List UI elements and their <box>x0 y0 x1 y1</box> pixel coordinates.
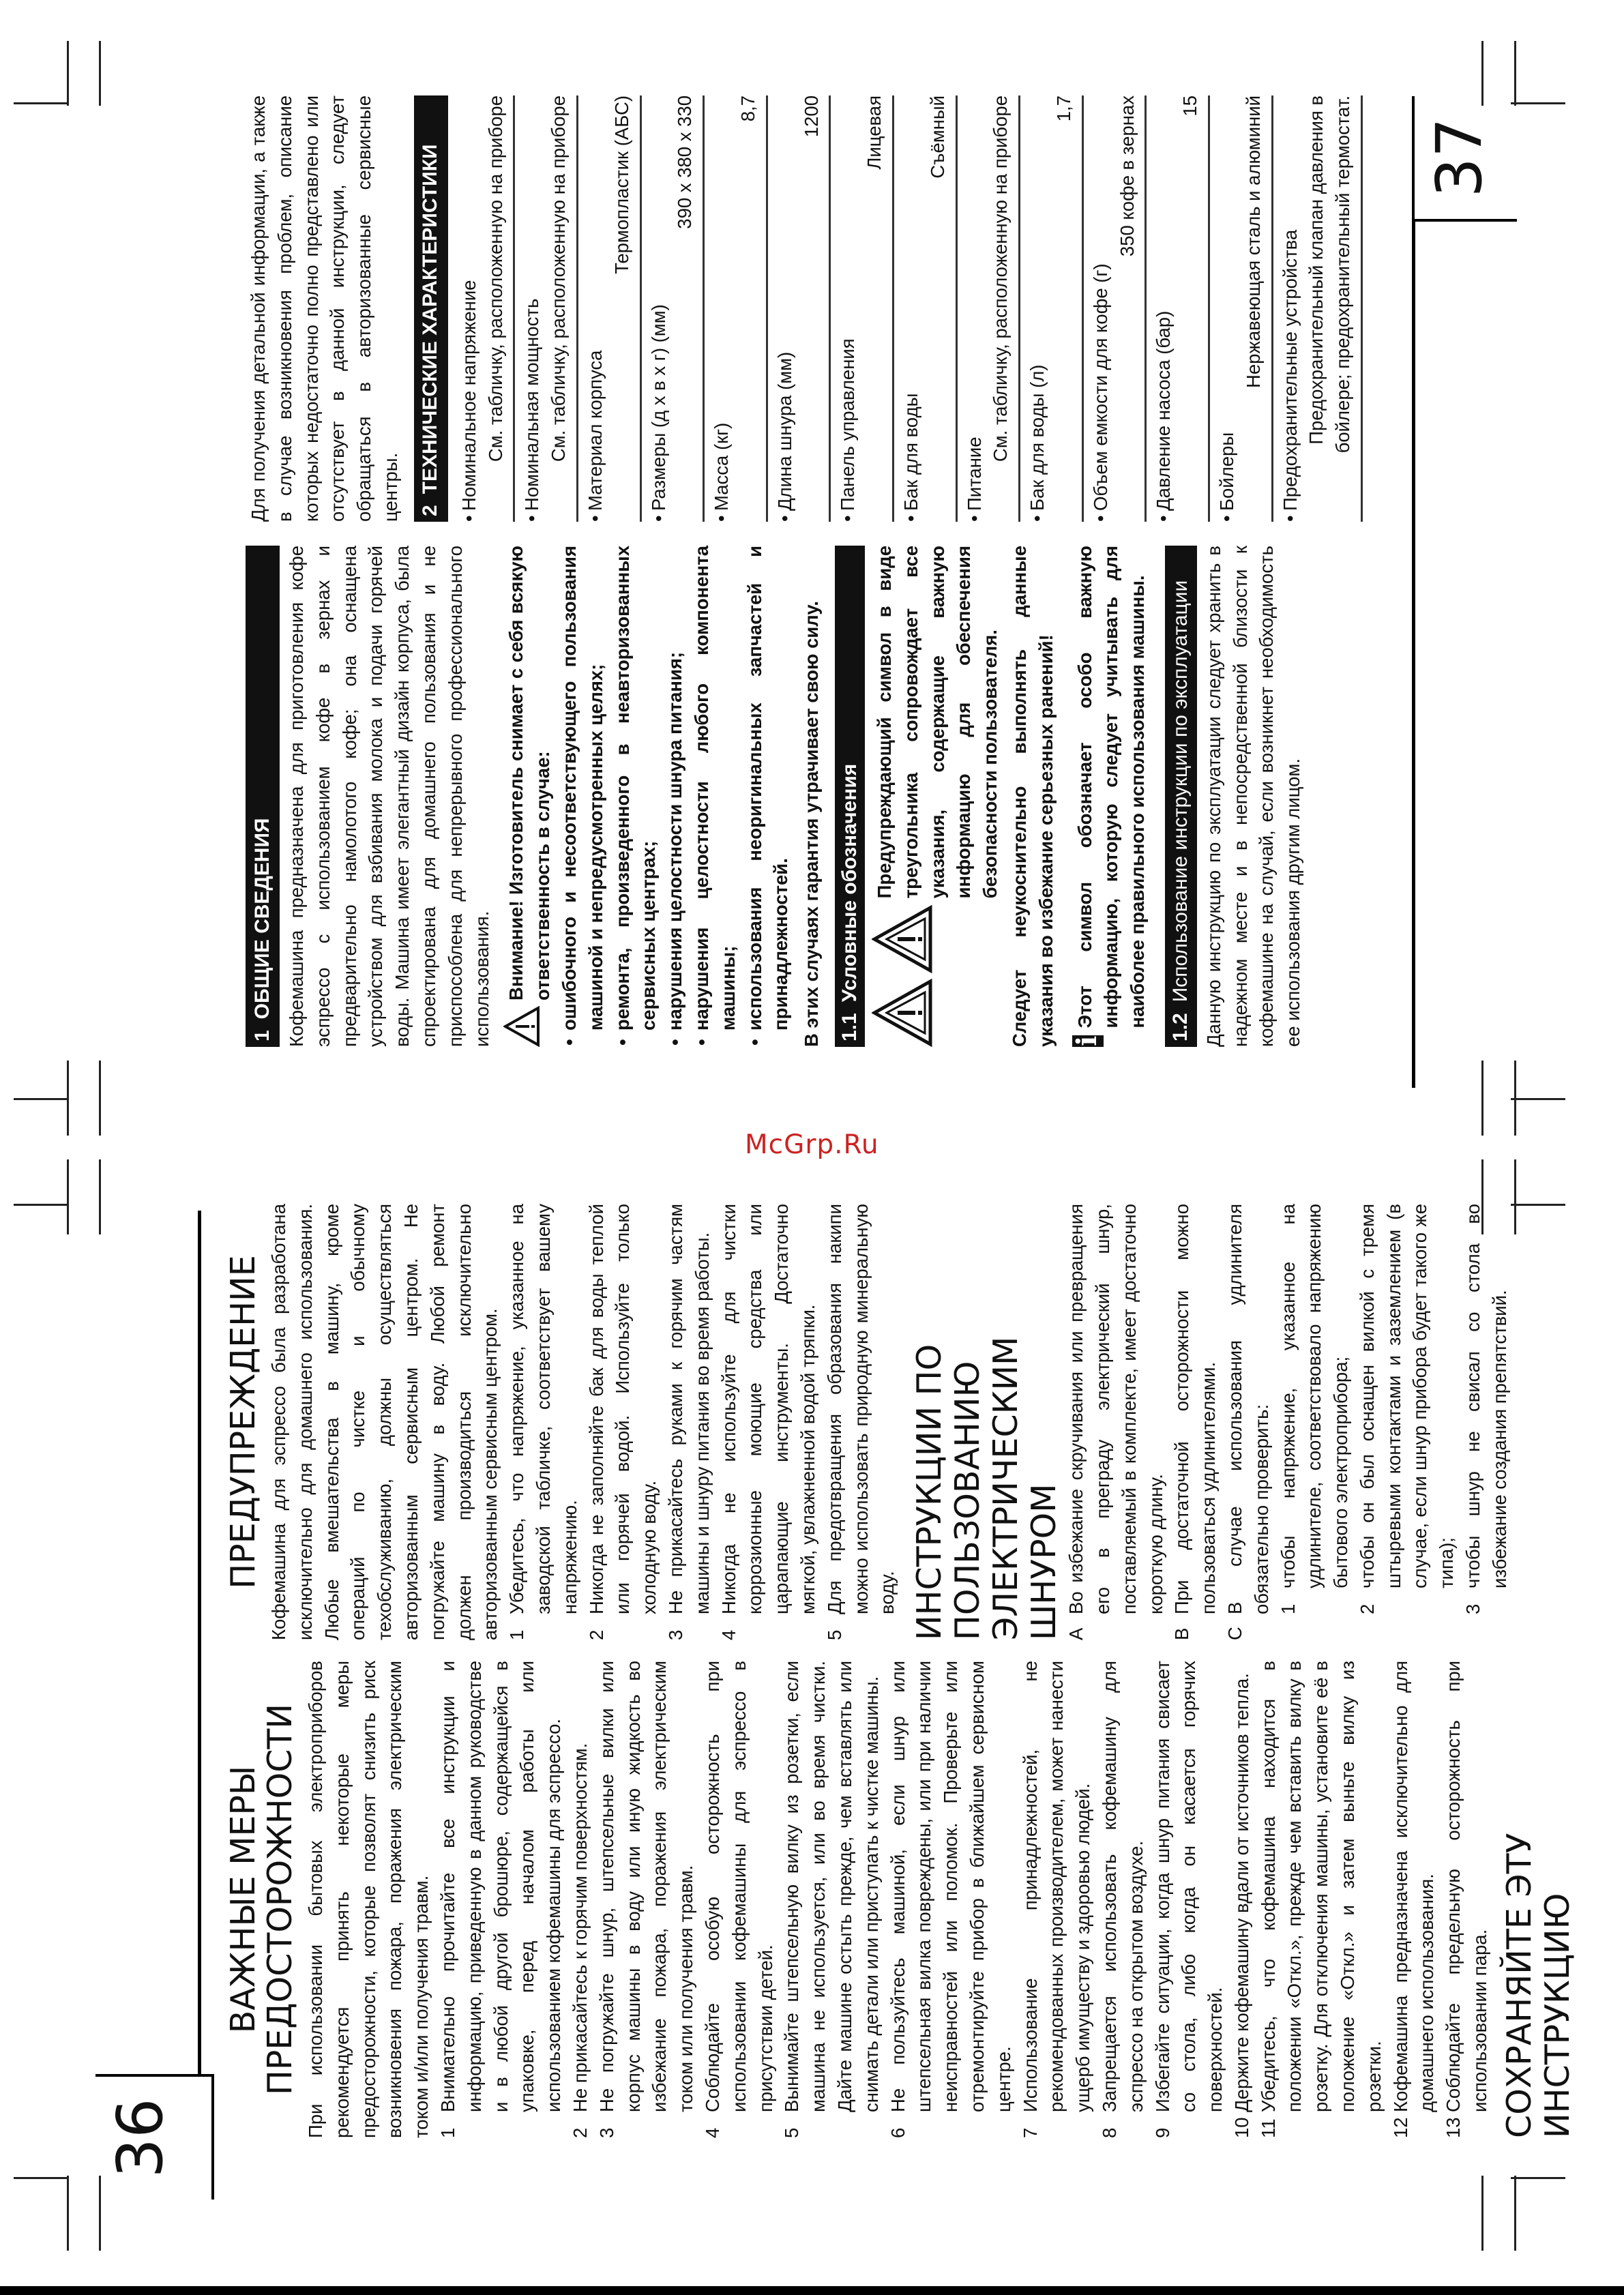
warning-item-number: 5 <box>823 1629 845 1640</box>
section-1-header <box>246 546 280 1047</box>
precaution-item <box>1388 1661 1441 2138</box>
page-37 <box>0 92 1624 1108</box>
section-1-1-title: Условные обозначения <box>838 763 861 1003</box>
section-2-header <box>414 95 448 522</box>
warning-item <box>663 1204 716 1640</box>
page-number: 37 <box>1423 117 1496 198</box>
warning-item <box>822 1204 901 1640</box>
warning-item-text: Никогда не заполняйте бак для воды теплой или горячей водой. Используйте только холодную воду. <box>585 1204 660 1614</box>
section-1-1-number: 1.1 <box>838 1013 861 1041</box>
page-36 <box>0 1204 1624 2200</box>
spec-label: • Бойлеры <box>1214 95 1241 522</box>
spec-label: • Питание <box>962 95 988 522</box>
cord-item-text: При достаточной осторожности можно пользоваться удлинителями. <box>1171 1204 1220 1614</box>
spec-row <box>452 95 516 522</box>
warning-triangle-icon <box>872 905 933 973</box>
precaution-item-number: 2 <box>569 2127 591 2138</box>
precaution-item <box>1229 1661 1256 2138</box>
attention-item: • нарушения целостности шнура питания; <box>662 546 689 1047</box>
spec-row <box>515 95 578 522</box>
spec-value: Лицевая <box>863 95 885 170</box>
precaution-item-text: Запрещается использовать кофемашину для эспрессо на открытом воздухе. <box>1098 1661 1147 2112</box>
symbol-legend <box>872 546 1004 1047</box>
cord-item-text: Во избежание скручивания или превращения его в преграду электрический шнур, поставляемый в комплекте, имеет достаточно короткую длину. <box>1065 1204 1166 1614</box>
attention-block <box>503 546 557 1047</box>
warning-item-text: Никогда не используйте для чистки коррозионные моющие средства или царапающие инструменты. Достаточно мягкой, увлажненной водой тряпки. <box>718 1204 818 1614</box>
spec-value: Термопластик (АБС) <box>610 95 632 274</box>
info-icon: i <box>1071 1035 1104 1046</box>
warning-triangle-icon <box>503 1006 540 1047</box>
warning-item-text: Убедитесь, что напряжение, указанное на заводской табличке, соответствует вашему напряжению. <box>506 1204 580 1614</box>
spec-value: Съёмный <box>926 95 948 179</box>
cord-check-item <box>1355 1204 1460 1614</box>
precaution-item <box>1256 1661 1388 2138</box>
warning-item <box>504 1204 583 1640</box>
precaution-item <box>700 1661 779 2138</box>
precaution-item-text: Избегайте ситуации, когда шнур питания свисает со стола, либо когда он касается горячих поверхностей. <box>1151 1661 1226 2112</box>
spec-value: См. табличку, расположенную на приборе <box>990 95 1012 462</box>
spec-value: См. табличку, расположенную на приборе <box>484 95 506 462</box>
spec-label: • Номинальное напряжение <box>456 95 483 522</box>
precaution-item-number: 9 <box>1151 2127 1173 2138</box>
spec-label: • Панель управления <box>835 95 861 522</box>
warning-column <box>225 1204 1514 1640</box>
spec-row <box>1273 95 1363 522</box>
section-1-2-title: Использование инструкции по эксплуатации <box>1168 580 1192 1003</box>
precaution-item <box>435 1661 567 2138</box>
cord-check-item-text: чтобы шнур не свисал со стола во избежание создания препятствий. <box>1462 1204 1510 1588</box>
cord-check-list <box>1275 1204 1514 1614</box>
section-2-number: 2 <box>419 505 442 516</box>
info-block <box>1072 546 1151 1047</box>
precaution-item-number: 3 <box>595 2127 617 2138</box>
spec-row <box>1147 95 1210 522</box>
attention-item: • использования неоригинальных запчастей и принадлежностей. <box>742 546 795 1047</box>
precautions-intro: При использовании бытовых электроприборов рекомендуется принять некоторые меры предосторожности, которые позволят снизить риск возникновения пожара, поражения электрическим током и/или получения травм. <box>305 1661 432 2138</box>
precaution-item-text: Соблюдайте предельную осторожность при использовании пара. <box>1443 1661 1491 2112</box>
precaution-item-number: 11 <box>1257 2118 1279 2138</box>
page-number: 36 <box>104 2098 177 2178</box>
warning-item-text: Не прикасайтесь руками к горячим частям машины и шнуру питания во время работы. <box>664 1204 713 1614</box>
spec-row <box>1020 95 1084 522</box>
watermark: McGrp.Ru <box>745 1129 879 1160</box>
spec-row <box>705 95 768 522</box>
cord-instructions-title: ИНСТРУКЦИИ ПО ПОЛЬЗОВАНИЮ ЭЛЕКТРИЧЕСКИМ ШНУРОМ <box>910 1336 1064 1640</box>
warning-title: ПРЕДУПРЕЖДЕНИЕ <box>224 1255 263 1589</box>
precaution-item-number: 12 <box>1389 2117 1411 2138</box>
section-1-title: ОБЩИЕ СВЕДЕНИЯ <box>250 818 274 1020</box>
spec-label: • Бак для воды <box>898 95 925 522</box>
cord-item-text: В случае использования удлинителя обязательно проверить: <box>1224 1204 1272 1614</box>
cord-check-item-text: чтобы он был оснащен вилкой с тремя штыревыми контактами и заземлением (в случае, если шнур прибора будет такого же типа); <box>1356 1204 1458 1588</box>
precautions-list <box>435 1661 1494 2138</box>
spec-value: 15 <box>1179 95 1201 117</box>
cord-check-item-number: 3 <box>1462 1603 1484 1614</box>
precaution-item <box>1441 1661 1494 2138</box>
precaution-item-text: Использование принадлежностей, не рекомендованных производителем, может нанести ущерб имуществу и здоровью людей. <box>1019 1661 1094 2112</box>
specs-table <box>452 95 1363 522</box>
precaution-item-text: Кофемашина предназначена исключительно для домашнего использования. <box>1389 1661 1438 2112</box>
warning-item-number: 4 <box>718 1629 739 1640</box>
precaution-item <box>594 1661 700 2138</box>
attention-item: • нарушения целостности любого компонента машины; <box>689 546 742 1047</box>
spec-value: Нержавеющая сталь и алюминий <box>1242 95 1264 388</box>
spec-value: Предохранительный клапан давления в бойлере; предохранительный термостат. <box>1305 95 1354 454</box>
spec-value: 1200 <box>800 95 822 138</box>
warning-item-number: 3 <box>664 1629 686 1640</box>
warning-item-number: 2 <box>585 1629 607 1640</box>
precaution-item-number: 1 <box>437 2127 458 2138</box>
page-number-box <box>95 2074 214 2200</box>
spec-label: • Номинальная мощность <box>519 95 546 522</box>
section-1-number: 1 <box>250 1030 274 1041</box>
cord-item-number: C <box>1224 1627 1245 1640</box>
precaution-item-text: Убедитесь, что кофемашина находится в положении «Откл.», прежде чем вставить вилку в розетку. Для отключения машины, установите её в положение «Откл.» и затем выньте вилку из розетки. <box>1257 1661 1385 2112</box>
precaution-item <box>1018 1661 1097 2138</box>
spec-row <box>1084 95 1147 522</box>
precaution-item-number: 10 <box>1230 2117 1252 2138</box>
section-1-2-number: 1.2 <box>1168 1013 1192 1041</box>
section-2-title: ТЕХНИЧЕСКИЕ ХАРАКТЕРИСТИКИ <box>419 144 442 494</box>
page-number-box <box>1412 96 1517 222</box>
warning-intro: Кофемашина для эспрессо была разработана исключительно для домашнего использования. Любые вмешательства в машину, кроме операций по чистке и обычному техобслуживанию, должны осуществляться авторизованным сервисным центром. Не погружайте машину в воду. Любой ремонт должен производиться исключительно авторизованным сервисным центром. <box>268 1204 501 1640</box>
precaution-item-number: 7 <box>1019 2127 1041 2138</box>
spec-label: • Материал корпуса <box>582 95 609 522</box>
precaution-item-text: Держите кофемашину вдали от источников тепла. <box>1230 1673 1252 2112</box>
attention-list <box>557 546 795 1047</box>
spec-row <box>831 95 894 522</box>
precaution-item-number: 4 <box>701 2127 723 2138</box>
spec-value: 350 кофе в зернах <box>1116 95 1138 257</box>
precaution-item <box>779 1661 885 2138</box>
attention-item: • ремонта, произведенного в неавторизованных сервисных центрах; <box>610 546 663 1047</box>
page-rule <box>198 1211 201 2077</box>
warning-item-number: 1 <box>506 1629 528 1640</box>
spec-label: • Размеры (д x в x г) (мм) <box>646 95 673 522</box>
precaution-item-text: Соблюдайте особую осторожность при использовании кофемашины для эспрессо в присутствии детей. <box>701 1661 776 2112</box>
symbol-legend-note: Следует неукоснительно выполнять данные указания во избежание серьезных ранений! <box>1008 546 1057 1047</box>
spec-value: 8,7 <box>737 95 758 122</box>
spec-row <box>958 95 1021 522</box>
general-column <box>246 546 1307 1047</box>
warning-triangle-icon <box>872 979 933 1047</box>
cord-check-item-text: чтобы напряжение, указанное на удлинителе, соответствовало напряжению бытового электроприбора; <box>1277 1204 1352 1588</box>
spec-row <box>894 95 958 522</box>
precaution-item-number: 5 <box>781 2127 803 2138</box>
spec-label: • Предохранительные устройства <box>1278 95 1304 522</box>
cord-item <box>1169 1204 1222 1640</box>
precaution-item <box>567 1661 594 2138</box>
precautions-title: ВАЖНЫЕ МЕРЫ ПРЕДОСТОРОЖНОСТИ <box>224 1703 299 2096</box>
cord-item-number: A <box>1065 1627 1087 1640</box>
precaution-item-text: Вынимайте штепсельную вилку из розетки, если машина не используется, или во время чистки. Дайте машине остыть прежде, чем вставлять или снимать детали или приступать к чистке машины. <box>781 1661 882 2112</box>
precaution-item-number: 6 <box>887 2127 909 2138</box>
attention-text: Внимание! Изготовитель снимает с себя всякую ответственность в случае: <box>505 546 554 1001</box>
section-1-2-header <box>1165 546 1197 1047</box>
precaution-item-number: 8 <box>1098 2127 1120 2138</box>
warning-item <box>716 1204 822 1640</box>
cord-item-number: B <box>1171 1627 1193 1640</box>
page-rule <box>1412 222 1415 1088</box>
spec-row <box>1210 95 1273 522</box>
save-instructions-heading: СОХРАНЯЙТЕ ЭТУ ИНСТРУКЦИЮ <box>1499 1833 1577 2138</box>
precaution-item-text: Не пользуйтесь машиной, если шнур или штепсельная вилка повреждены, или при наличии неисправностей или поломок. Проверьте или отремонтируйте прибор в ближайшем сервисном центре. <box>887 1661 1014 2112</box>
precaution-item-text: Внимательно прочитайте все инструкции и информацию, приведенную в данном руководстве и в любой другой брошюре, содержащейся в упаковке, перед началом работы или использованием кофемашины для эспрессо. <box>437 1661 565 2112</box>
cord-instructions-list <box>1063 1204 1275 1640</box>
precaution-item <box>1150 1661 1229 2138</box>
precautions-column <box>225 1661 1577 2138</box>
spec-label: • Объем емкости для кофе (г) <box>1088 95 1114 522</box>
cord-check-item <box>1460 1204 1514 1614</box>
cord-item <box>1222 1204 1275 1640</box>
spec-value: 1,7 <box>1052 95 1074 122</box>
section-1-1-header <box>835 546 865 1047</box>
spec-label: • Бак для воды (л) <box>1024 95 1051 522</box>
spec-row <box>768 95 831 522</box>
spec-value: 390 x 380 x 330 <box>674 95 696 229</box>
warning-item-text: Для предотвращения образования накипи можно использовать природную минеральную воду. <box>823 1204 898 1614</box>
section-1-2-text: Данную инструкцию по эксплуатации следует хранить в надежном месте и в непосредственной близости к кофемашине на случай, если возникнет необходимость ее использования другим лицом. <box>1202 546 1304 1047</box>
warranty-note: В этих случаях гарантия утрачивает свою силу. <box>801 601 823 1047</box>
cord-item <box>1063 1204 1169 1640</box>
spec-row <box>642 95 705 522</box>
specs-column <box>246 95 1363 522</box>
precaution-item-text: Не погружайте шнур, штепсельные вилки или корпус машины в воду или иную жидкость во избежание пожара, поражения электрическим током или получения травм. <box>595 1661 697 2112</box>
service-text: Для получения детальной информации, а также в случае возникновения проблем, описание которых недостаточно полно представлено или отсутствует в данной инструкции, следует обращаться в авторизованные сервисные центры. <box>248 95 401 522</box>
spec-label: • Давление насоса (бар) <box>1151 95 1177 522</box>
warning-item <box>584 1204 663 1640</box>
precaution-item-number: 13 <box>1443 2117 1464 2138</box>
precaution-item-text: Не прикасайтесь к горячим поверхностям. <box>569 1743 591 2112</box>
cord-check-item <box>1275 1204 1355 1614</box>
section-1-text: Кофемашина предназначена для приготовления кофе эспрессо с использованием кофе в зернах и предварительно намолотого кофе; она оснащена устройством для взбивания молока и подачи горячей воды. Машина имеет элегантный дизайн корпуса, была спроектирована для домашнего пользования и не приспособлена для непрерывного профессионального использования. <box>286 546 492 1047</box>
precaution-item <box>885 1661 1018 2138</box>
warnings-list <box>504 1204 901 1640</box>
spec-label: • Длина шнура (мм) <box>772 95 799 522</box>
spec-label: • Масса (кг) <box>709 95 735 522</box>
attention-item: • ошибочного и несоответствующего пользования машиной и непредусмотренных целях; <box>557 546 610 1047</box>
cord-check-item-number: 1 <box>1277 1603 1299 1614</box>
precaution-item <box>1097 1661 1150 2138</box>
info-text: Этот символ обозначает особо важную информацию, которую следует учитывать для наиболее правильного использования машины. <box>1074 546 1149 1028</box>
symbol-legend-text: Предупреждающий символ в виде треугольника сопровождает все указания, содержащие важную информацию для обеспечения безопасности пользователя. <box>873 546 1001 899</box>
spec-row <box>578 95 642 522</box>
cord-check-item-number: 2 <box>1356 1603 1378 1614</box>
spec-value: См. табличку, расположенную на приборе <box>548 95 570 462</box>
